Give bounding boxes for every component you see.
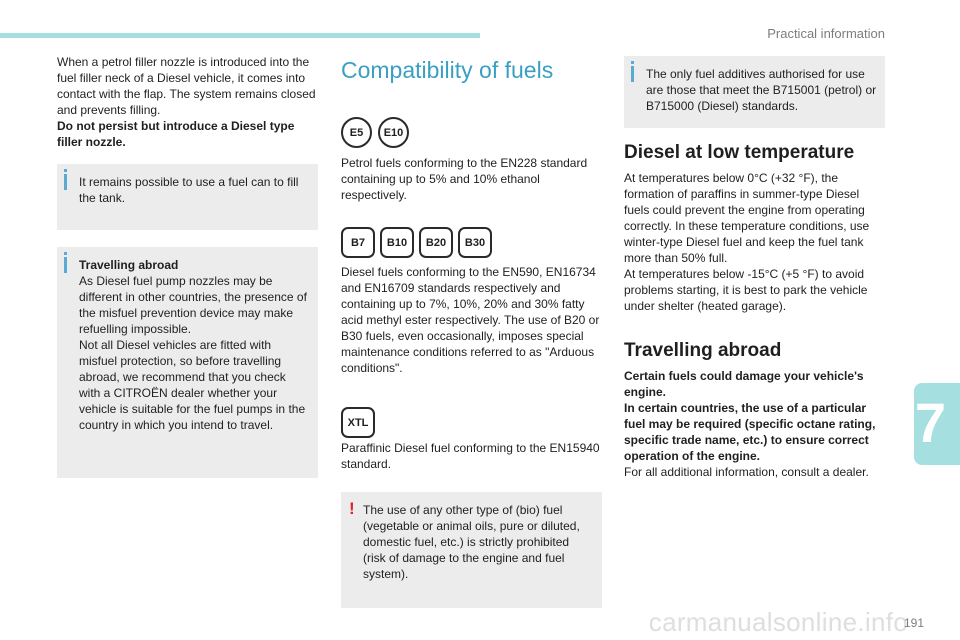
- fuel-badge-e5-icon: E5: [341, 117, 372, 148]
- chapter-number: 7: [914, 391, 946, 454]
- heading-compatibility: Compatibility of fuels: [341, 57, 554, 83]
- info-icon: [64, 257, 67, 273]
- fuel-badge-e10-icon: E10: [378, 117, 409, 148]
- petrol-badges: [341, 117, 415, 148]
- info-note-travelling-abroad: [57, 247, 318, 478]
- fuel-badge-b10-icon: B10: [380, 227, 414, 258]
- fuel-badge-xtl-icon: XTL: [341, 407, 375, 438]
- info-icon: [631, 66, 634, 82]
- xtl-badges: [341, 407, 380, 438]
- intro-text: [57, 54, 319, 150]
- info-note-fuel-can: [57, 164, 318, 230]
- header-accent-bar: [0, 33, 480, 38]
- fuel-badge-b30-icon: B30: [458, 227, 492, 258]
- travelling-abroad-text: [624, 368, 886, 480]
- warning-note: [341, 492, 602, 608]
- diesel-badges: [341, 227, 497, 258]
- petrol-text: Petrol fuels conforming to the EN228 standard containing up to 5% and 10% ethanol respectively.: [341, 156, 588, 202]
- info-note-additives: [624, 56, 885, 128]
- paragraph-bold: In certain countries, the use of a particular fuel may be required (specific octane rating, specific trade name, etc.) to ensure correct operation of the engine.: [624, 401, 876, 463]
- paragraph: At temperatures below -15°C (+5 °F) to avoid problems starting, it is best to park the vehicle under shelter (heated garage).: [624, 267, 868, 313]
- intro-paragraph: When a petrol filler nozzle is introduced into the fuel filler neck of a Diesel vehicle, it comes into contact with the flap. The system remains closed and prevents filling.: [57, 55, 316, 117]
- warning-text: The use of any other type of (bio) fuel (vegetable or animal oils, pure or diluted, domestic fuel, etc.) is strictly prohibited (risk of damage to the engine and fuel system).: [363, 503, 580, 581]
- note-text: The only fuel additives authorised for use are those that meet the B715001 (petrol) or B715000 (Diesel) standards.: [646, 67, 877, 113]
- info-icon: [64, 174, 67, 190]
- heading-diesel-low-temperature: Diesel at low temperature: [624, 142, 855, 163]
- note-text: It remains possible to use a fuel can to fill the tank.: [79, 175, 299, 205]
- note-title: Travelling abroad: [79, 258, 179, 272]
- fuel-badge-b7-icon: B7: [341, 227, 375, 258]
- warning-exclamation-icon: !: [349, 499, 355, 518]
- diesel-text: Diesel fuels conforming to the EN590, EN16734 and EN16709 standards respectively and containing up to 7%, 10%, 20% and 30% fatty acid methyl ester respectively. The use of B20 or B30 fuels, even occasionally, imposes special maintenance conditions referred to as "Arduous conditions".: [341, 265, 600, 375]
- paragraph: For all additional information, consult a dealer.: [624, 465, 869, 479]
- fuel-badge-b20-icon: B20: [419, 227, 453, 258]
- note-text: Not all Diesel vehicles are fitted with misfuel protection, so before travelling abroad, we recommend that you check with a CITROËN dealer whether your vehicle is suitable for the fuel pumps in the country in which you intend to travel.: [79, 338, 306, 432]
- section-title: Practical information: [767, 26, 885, 41]
- page-number: 191: [903, 616, 924, 630]
- paragraph: At temperatures below 0°C (+32 °F), the formation of paraffins in summer-type Diesel fuels could prevent the engine from operating correctly. In these temperature conditions, use winter-type Diesel fuel and keep the fuel tank more than 50% full.: [624, 171, 870, 265]
- intro-bold-instruction: Do not persist but introduce a Diesel type filler nozzle.: [57, 119, 295, 149]
- diesel-low-temp-text: [624, 170, 886, 314]
- heading-travelling-abroad: Travelling abroad: [624, 340, 782, 361]
- xtl-text: Paraffinic Diesel fuel conforming to the EN15940 standard.: [341, 441, 600, 471]
- paragraph-bold: Certain fuels could damage your vehicle's engine.: [624, 369, 864, 399]
- note-text: As Diesel fuel pump nozzles may be different in other countries, the presence of the misfuel prevention device may make refuelling impossible.: [79, 274, 307, 336]
- watermark: carmanualsonline.info: [648, 607, 908, 637]
